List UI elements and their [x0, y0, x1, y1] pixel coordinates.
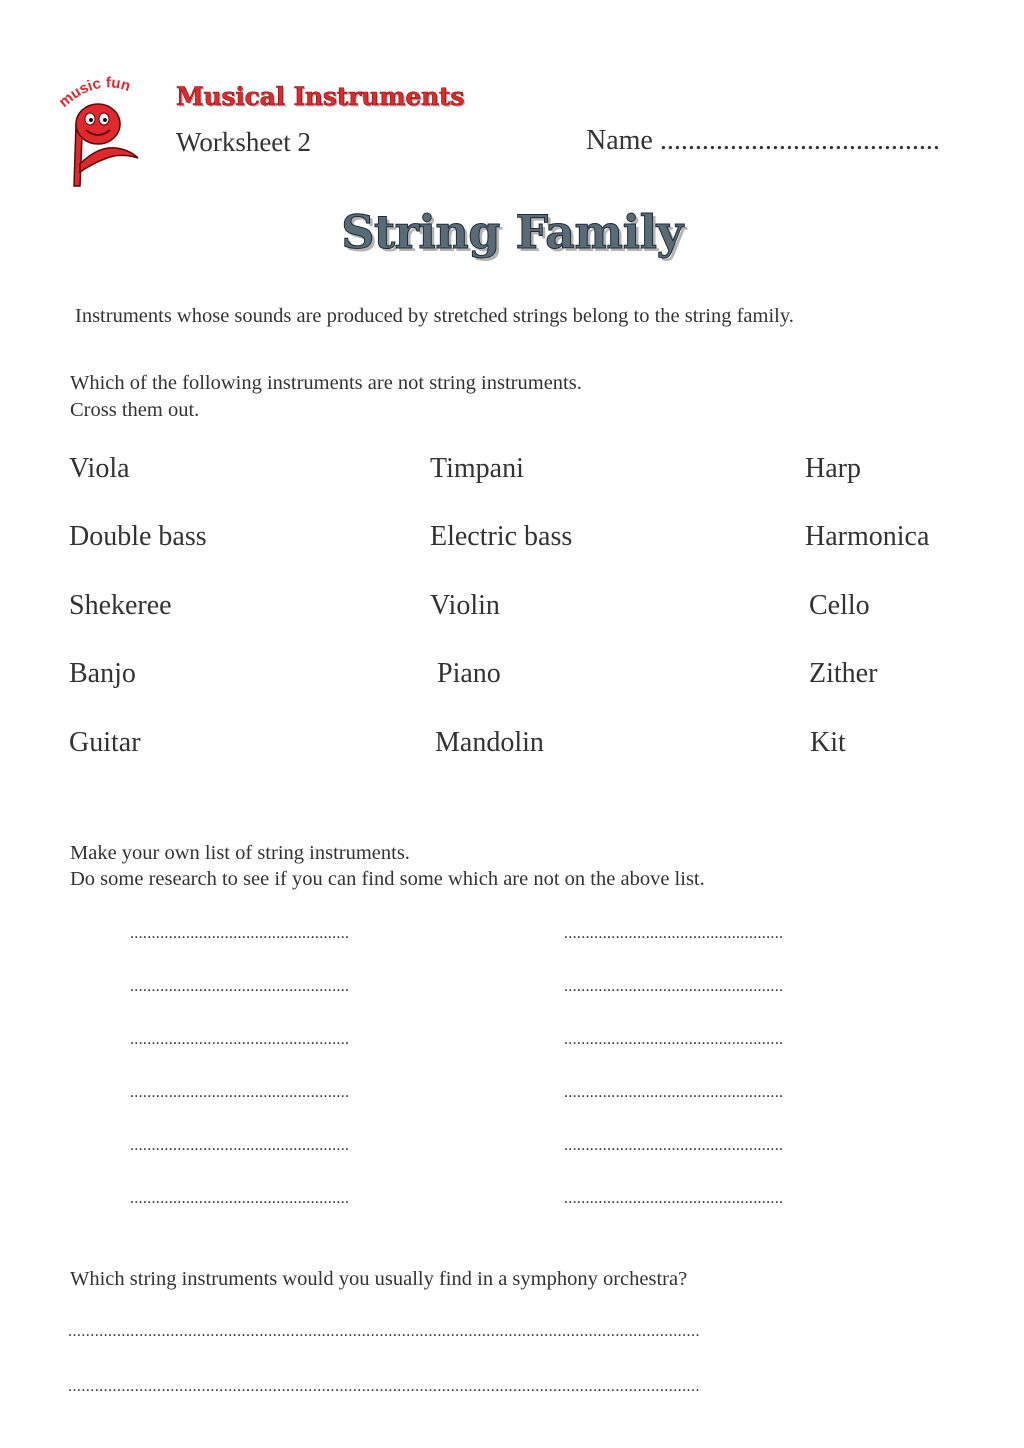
- answer-line[interactable]: ...................................................: [564, 1137, 784, 1154]
- instrument-item[interactable]: Zither: [809, 658, 878, 689]
- long-answer-line[interactable]: ..............................................................................................................................................: [68, 1378, 700, 1395]
- instrument-item[interactable]: Piano: [437, 658, 501, 689]
- answer-line[interactable]: ...................................................: [130, 978, 350, 995]
- instrument-item[interactable]: Cello: [809, 590, 870, 621]
- answer-line[interactable]: ...................................................: [564, 978, 784, 995]
- intro-text: Instruments whose sounds are produced by stretched strings belong to the string family.: [75, 305, 794, 327]
- instrument-item[interactable]: Harmonica: [805, 521, 930, 552]
- instrument-item[interactable]: Violin: [430, 590, 500, 621]
- instrument-item[interactable]: Kit: [810, 727, 846, 758]
- answer-line[interactable]: ...................................................: [130, 1190, 350, 1207]
- answer-line[interactable]: ...................................................: [564, 925, 784, 942]
- long-answer-line[interactable]: ..............................................................................................................................................: [68, 1323, 700, 1340]
- answer-line[interactable]: ...................................................: [564, 1190, 784, 1207]
- answer-line[interactable]: ...................................................: [130, 1084, 350, 1101]
- question1-line2: Cross them out.: [70, 399, 200, 421]
- answer-line[interactable]: ...................................................: [130, 1031, 350, 1048]
- worksheet-label: Worksheet 2: [176, 127, 312, 157]
- music-fun-logo: [58, 76, 148, 191]
- header-title: Musical Instruments: [176, 82, 465, 111]
- instrument-item[interactable]: Timpani: [430, 453, 524, 484]
- answer-line[interactable]: ...................................................: [564, 1031, 784, 1048]
- question3-text: Which string instruments would you usually find in a symphony orchestra?: [70, 1268, 688, 1290]
- instrument-item[interactable]: Shekeree: [69, 590, 172, 621]
- instrument-item[interactable]: Mandolin: [435, 727, 544, 758]
- question2-line2: Do some research to see if you can find some which are not on the above list.: [70, 868, 705, 890]
- instrument-item[interactable]: Harp: [805, 453, 861, 484]
- name-field[interactable]: Name ........................................: [586, 125, 940, 156]
- instrument-item[interactable]: Guitar: [69, 727, 141, 758]
- question1-line1: Which of the following instruments are not string instruments.: [70, 372, 582, 394]
- answer-line[interactable]: ...................................................: [564, 1084, 784, 1101]
- music-note-mascot-icon: [58, 76, 148, 191]
- answer-line[interactable]: ...................................................: [130, 1137, 350, 1154]
- question2-line1: Make your own list of string instruments.: [70, 842, 410, 864]
- answer-line[interactable]: ...................................................: [130, 925, 350, 942]
- logo-text: usic fun: [67, 76, 133, 103]
- instrument-item[interactable]: Banjo: [69, 658, 136, 689]
- instrument-item[interactable]: Electric bass: [430, 521, 573, 552]
- page-title: String Family: [341, 205, 683, 259]
- instrument-item[interactable]: Viola: [69, 453, 130, 484]
- instrument-item[interactable]: Double bass: [69, 521, 207, 552]
